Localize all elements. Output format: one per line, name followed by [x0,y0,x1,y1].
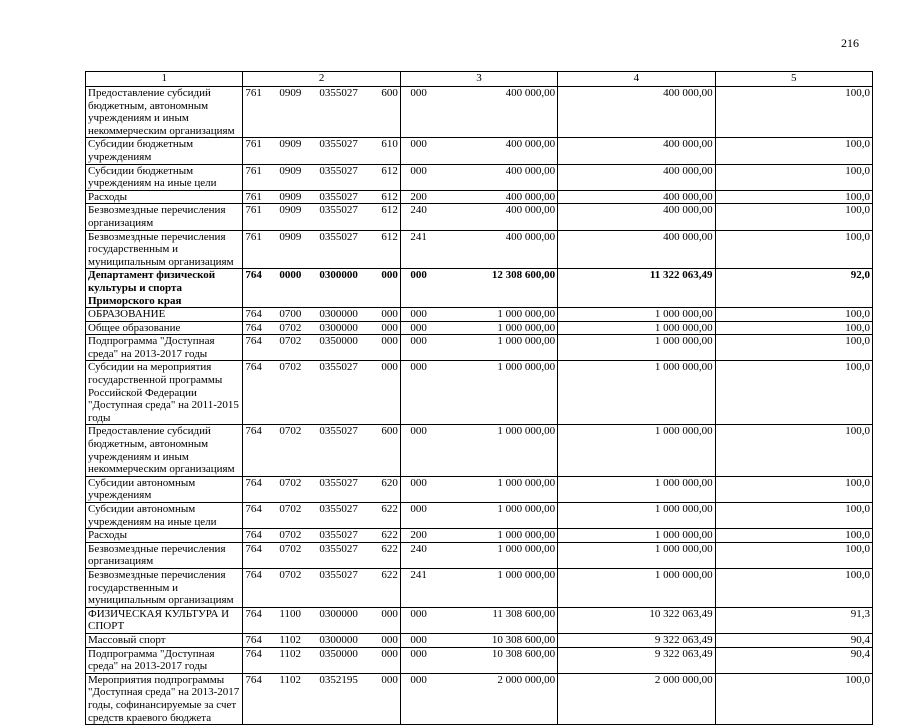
row-name: Субсидии автономным учреждениям на иные цели [86,503,243,529]
row-name: Мероприятия подпрограммы "Доступная среда" на 2013-2017 годы, софинансируемые за счет средств краевого бюджета [86,673,243,724]
row-codes [243,164,427,190]
table-row [86,321,873,335]
table-row [86,361,873,425]
row-codes [243,321,427,335]
code-kosgu: 000 [410,503,427,515]
code-target: 0355027 [319,568,358,581]
code-ministry: 764 [245,673,262,686]
row-name: Субсидии бюджетным учреждениям [86,138,243,164]
executed-amount: 1 000 000,00 [558,335,715,361]
planned-amount: 1 000 000,00 [400,529,557,543]
code-type: 622 [381,529,398,542]
executed-amount: 1 000 000,00 [558,568,715,607]
executed-amount: 1 000 000,00 [558,321,715,335]
code-section: 0909 [279,190,302,203]
execution-percent: 92,0 [715,269,872,308]
code-section: 0702 [279,321,302,334]
execution-percent: 100,0 [715,335,872,361]
table-row [86,476,873,502]
planned-amount: 1 000 000,00 [400,321,557,335]
table-row [86,204,873,230]
code-ministry: 761 [245,190,262,203]
planned-amount: 400 000,00 [400,190,557,204]
header-col-3: 3 [400,72,557,87]
code-target: 0355027 [319,503,358,515]
planned-amount: 1 000 000,00 [400,542,557,568]
execution-percent: 100,0 [715,425,872,476]
table-row [86,138,873,164]
code-ministry: 764 [245,425,262,438]
executed-amount: 9 322 063,49 [558,633,715,647]
code-ministry: 764 [245,529,262,542]
code-kosgu: 000 [410,321,427,334]
code-section: 0909 [279,164,302,177]
table-row [86,335,873,361]
row-codes [243,87,427,138]
code-section: 1102 [279,673,301,686]
code-kosgu: 000 [410,87,427,99]
code-section: 1100 [279,607,301,620]
row-codes [243,361,427,425]
code-ministry: 761 [245,230,262,243]
row-name: Безвозмездные перечисления организациям [86,204,243,230]
row-name: ОБРАЗОВАНИЕ [86,308,243,322]
code-kosgu: 000 [410,425,427,438]
header-col-4: 4 [558,72,715,87]
planned-amount: 400 000,00 [400,204,557,230]
code-type: 600 [381,425,398,438]
code-kosgu: 000 [410,164,427,177]
code-target: 0350000 [319,335,358,348]
execution-percent: 100,0 [715,361,872,425]
executed-amount: 2 000 000,00 [558,673,715,724]
code-section: 0702 [279,568,302,581]
code-section: 0702 [279,425,302,438]
execution-percent: 100,0 [715,673,872,724]
code-section: 0702 [279,529,302,542]
code-type: 000 [381,321,398,334]
execution-percent: 91,3 [715,607,872,633]
row-name: Подпрограмма "Доступная среда" на 2013-2017 годы [86,647,243,673]
table-row [86,633,873,647]
executed-amount: 1 000 000,00 [558,476,715,502]
executed-amount: 400 000,00 [558,204,715,230]
planned-amount: 10 308 600,00 [400,647,557,673]
code-type: 622 [381,568,398,581]
executed-amount: 1 000 000,00 [558,529,715,543]
code-type: 622 [381,503,398,515]
budget-table [85,71,873,725]
code-ministry: 761 [245,87,262,99]
planned-amount: 1 000 000,00 [400,308,557,322]
code-ministry: 764 [245,647,262,660]
executed-amount: 1 000 000,00 [558,425,715,476]
executed-amount: 1 000 000,00 [558,542,715,568]
code-target: 0350000 [319,647,358,660]
code-kosgu: 000 [410,335,427,348]
row-name: Расходы [86,190,243,204]
code-kosgu: 200 [410,529,427,542]
row-codes [243,269,427,308]
code-section: 1102 [279,647,301,660]
code-type: 612 [381,204,398,217]
code-kosgu: 000 [410,269,427,282]
code-ministry: 764 [245,321,262,334]
code-ministry: 764 [245,542,262,555]
row-name: Субсидии на мероприятия государственной программы Российской Федерации "Доступная среда" на 2011-2015 годы [86,361,243,425]
row-name: Безвозмездные перечисления организациям [86,542,243,568]
code-type: 612 [381,230,398,243]
code-type: 000 [381,633,398,646]
code-ministry: 764 [245,308,262,321]
planned-amount: 1 000 000,00 [400,476,557,502]
table-row [86,425,873,476]
row-name: Субсидии бюджетным учреждениям на иные цели [86,164,243,190]
code-target: 0300000 [319,269,358,282]
execution-percent: 100,0 [715,568,872,607]
code-kosgu: 200 [410,190,427,203]
row-name: Департамент физической культуры и спорта Приморского края [86,269,243,308]
code-target: 0355027 [319,542,358,555]
executed-amount: 11 322 063,49 [558,269,715,308]
header-col-2: 2 [243,72,400,87]
table-row [86,269,873,308]
code-type: 612 [381,190,398,203]
code-section: 0909 [279,204,302,217]
execution-percent: 90,4 [715,647,872,673]
row-name: ФИЗИЧЕСКАЯ КУЛЬТУРА И СПОРТ [86,607,243,633]
code-type: 000 [381,673,398,686]
row-name: Безвозмездные перечисления государственным и муниципальным организациям [86,568,243,607]
planned-amount: 1 000 000,00 [400,568,557,607]
code-section: 0000 [279,269,302,282]
planned-amount: 11 308 600,00 [400,607,557,633]
planned-amount: 1 000 000,00 [400,425,557,476]
code-kosgu: 000 [410,607,427,620]
table-row [86,190,873,204]
code-kosgu: 000 [410,673,427,686]
row-codes [243,673,427,724]
code-section: 1102 [279,633,301,646]
planned-amount: 10 308 600,00 [400,633,557,647]
execution-percent: 90,4 [715,633,872,647]
code-target: 0355027 [319,204,358,217]
planned-amount: 400 000,00 [400,138,557,164]
table-row [86,87,873,138]
planned-amount: 1 000 000,00 [400,503,557,529]
header-col-1: 1 [86,72,243,87]
row-codes [243,607,427,633]
code-target: 0355027 [319,476,358,489]
code-section: 0702 [279,503,302,515]
executed-amount: 1 000 000,00 [558,503,715,529]
row-codes [243,308,427,322]
row-name: Субсидии автономным учреждениям [86,476,243,502]
code-section: 0702 [279,335,302,348]
code-type: 620 [381,476,398,489]
code-type: 622 [381,542,398,555]
execution-percent: 100,0 [715,308,872,322]
code-target: 0352195 [319,673,358,686]
code-target: 0300000 [319,633,358,646]
row-codes [243,476,427,502]
row-name: Расходы [86,529,243,543]
executed-amount: 10 322 063,49 [558,607,715,633]
execution-percent: 100,0 [715,204,872,230]
execution-percent: 100,0 [715,503,872,529]
code-type: 610 [381,138,398,151]
code-ministry: 764 [245,476,262,489]
row-codes [243,568,427,607]
header-col-5: 5 [715,72,872,87]
execution-percent: 100,0 [715,164,872,190]
code-kosgu: 240 [410,542,427,555]
executed-amount: 400 000,00 [558,164,715,190]
row-codes [243,647,427,673]
row-codes [243,335,427,361]
row-codes [243,204,427,230]
code-target: 0300000 [319,607,358,620]
row-name: Предоставление субсидий бюджетным, автономным учреждениям и иным некоммерческим организациям [86,87,243,138]
code-type: 000 [381,607,398,620]
row-codes [243,138,427,164]
execution-percent: 100,0 [715,542,872,568]
code-type: 000 [381,308,398,321]
code-kosgu: 241 [410,230,427,243]
code-kosgu: 240 [410,204,427,217]
row-codes [243,633,427,647]
code-ministry: 764 [245,633,262,646]
code-section: 0702 [279,542,302,555]
execution-percent: 100,0 [715,476,872,502]
row-codes [243,190,427,204]
executed-amount: 1 000 000,00 [558,308,715,322]
code-target: 0355027 [319,87,358,99]
row-name: Предоставление субсидий бюджетным, автономным учреждениям и иным некоммерческим организациям [86,425,243,476]
executed-amount: 400 000,00 [558,190,715,204]
row-codes [243,230,427,269]
code-ministry: 764 [245,335,262,348]
code-section: 0909 [279,230,302,243]
planned-amount: 1 000 000,00 [400,335,557,361]
code-ministry: 764 [245,503,262,515]
code-section: 0702 [279,361,302,374]
table-row [86,673,873,724]
table-row [86,529,873,543]
row-codes [243,529,427,543]
table-header-row [86,72,873,87]
code-target: 0355027 [319,164,358,177]
planned-amount: 400 000,00 [400,87,557,138]
planned-amount: 1 000 000,00 [400,361,557,425]
code-target: 0355027 [319,190,358,203]
code-kosgu: 000 [410,633,427,646]
table-row [86,647,873,673]
code-type: 000 [381,335,398,348]
table-row [86,503,873,529]
code-target: 0300000 [319,321,358,334]
code-type: 612 [381,164,398,177]
code-kosgu: 000 [410,308,427,321]
table-row [86,542,873,568]
code-section: 0909 [279,138,302,151]
code-ministry: 764 [245,607,262,620]
executed-amount: 400 000,00 [558,138,715,164]
code-ministry: 761 [245,138,262,151]
code-kosgu: 241 [410,568,427,581]
code-ministry: 764 [245,269,262,282]
code-type: 000 [381,647,398,660]
code-target: 0355027 [319,529,358,542]
code-target: 0355027 [319,138,358,151]
code-kosgu: 000 [410,476,427,489]
executed-amount: 400 000,00 [558,87,715,138]
execution-percent: 100,0 [715,87,872,138]
code-ministry: 761 [245,204,262,217]
execution-percent: 100,0 [715,230,872,269]
executed-amount: 400 000,00 [558,230,715,269]
code-kosgu: 000 [410,647,427,660]
executed-amount: 9 322 063,49 [558,647,715,673]
code-type: 600 [381,87,398,99]
code-ministry: 764 [245,361,262,374]
code-section: 0700 [279,308,302,321]
planned-amount: 12 308 600,00 [400,269,557,308]
table-row [86,230,873,269]
code-target: 0355027 [319,230,358,243]
row-name: Массовый спорт [86,633,243,647]
page-number: 216 [841,36,859,50]
row-codes [243,542,427,568]
execution-percent: 100,0 [715,529,872,543]
row-name: Общее образование [86,321,243,335]
row-name: Безвозмездные перечисления государственным и муниципальным организациям [86,230,243,269]
code-type: 000 [381,269,398,282]
row-codes [243,503,427,529]
code-section: 0909 [279,87,302,99]
executed-amount: 1 000 000,00 [558,361,715,425]
execution-percent: 100,0 [715,138,872,164]
code-section: 0702 [279,476,302,489]
code-type: 000 [381,361,398,374]
code-target: 0355027 [319,361,358,374]
table-row [86,164,873,190]
code-target: 0355027 [319,425,358,438]
code-target: 0300000 [319,308,358,321]
planned-amount: 2 000 000,00 [400,673,557,724]
code-ministry: 761 [245,164,262,177]
execution-percent: 100,0 [715,321,872,335]
table-row [86,607,873,633]
execution-percent: 100,0 [715,190,872,204]
code-kosgu: 000 [410,138,427,151]
code-kosgu: 000 [410,361,427,374]
row-name: Подпрограмма "Доступная среда" на 2013-2017 годы [86,335,243,361]
code-ministry: 764 [245,568,262,581]
planned-amount: 400 000,00 [400,164,557,190]
row-codes [243,425,427,476]
table-row [86,308,873,322]
planned-amount: 400 000,00 [400,230,557,269]
table-row [86,568,873,607]
